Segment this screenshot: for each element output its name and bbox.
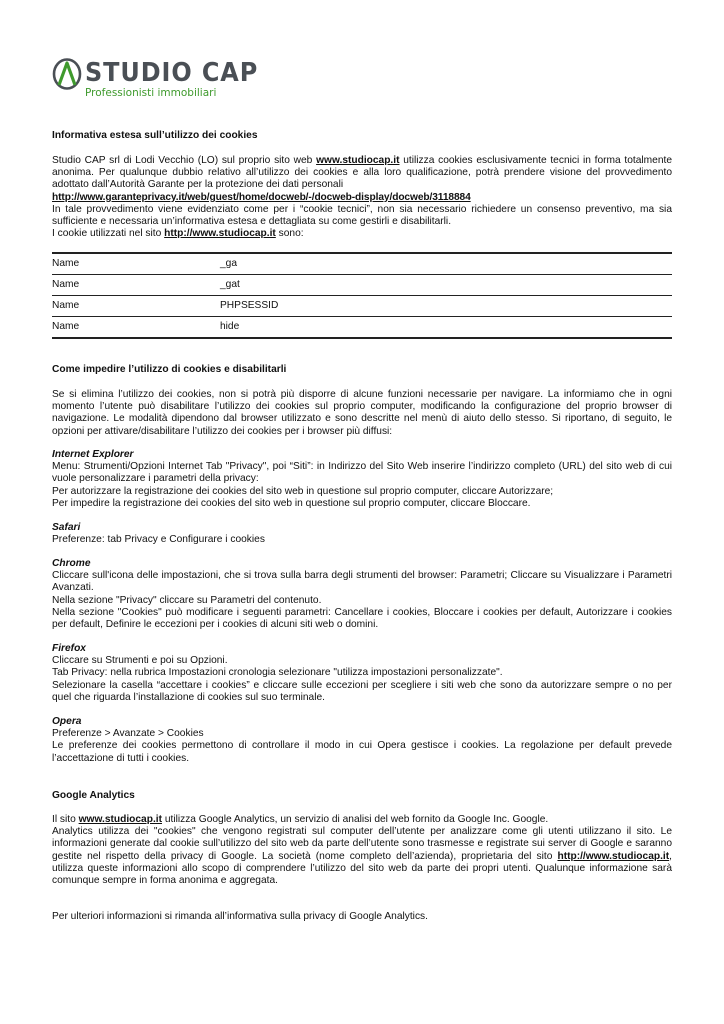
safari-title: Safari [52,522,81,533]
ie-menu-text: Menu: Strumenti/Opzioni Internet Tab "Privacy", poi “Siti”: in Indirizzo del Sito Web inserire l’indirizzo completo (URL) del sito web di cui vuole personalizzare i parametri della privacy: [52,461,672,485]
cookies-table [52,252,672,339]
cookie-label: Name [52,296,220,317]
ie-block-text: Per impedire la registrazione dei cookies del sito web in questione sul proprio computer, cliccare Bloccare. [52,497,531,509]
studiocap-link[interactable]: www.studiocap.it [316,155,400,166]
internet-explorer-section [52,449,672,510]
studiocap-link[interactable]: www.studiocap.it [78,814,162,825]
analytics-cookies-paragraph [52,826,672,887]
firefox-tools-text: Cliccare su Strumenti e poi su Opzioni. [52,655,228,667]
cookies-used-text-b: sono: [275,228,304,240]
analytics-cookies-text-a: Analytics utilizza dei "cookies" che vengono registrati sul computer dell’utente per analizzare come gli utenti utilizzano il sito. Le informazioni generate dal cookie sull’utilizzo del sito web da parte dell’utente sono trasmesse e registrate sui server di Google e saranno gestite nel rispetto della privacy di Google. La società (nome completo dell’azienda), proprietaria del sito [52,826,672,862]
opera-path-text: Preferenze > Avanzate > Cookies [52,728,204,740]
logo-tagline: Professionisti immobiliari [85,87,217,99]
safari-section [52,522,672,546]
disable-intro [52,389,672,438]
cookies-used-text-a: I cookie utilizzati nel sito [52,228,165,240]
cookie-label: Name [52,275,220,296]
opera-title: Opera [52,716,82,727]
analytics-text-a: Il sito [52,814,79,825]
table-row [52,317,672,339]
intro-section [52,155,672,240]
chrome-section [52,558,672,631]
cookie-value: _ga [220,253,672,275]
firefox-accept-text: Selezionare la casella “accettare i cookies” e cliccare sulle eccezioni per scegliere i siti web che sono da autorizzare sempre o no per quel che riguarda l’installazione di cookies sul suo terminale. [52,679,672,703]
cookie-value: _gat [220,275,672,296]
cookie-policy-heading: Informativa estesa sull’utilizzo dei cookies [52,130,258,141]
analytics-footer-note: Per ulteriori informazioni si rimanda all’informativa sulla privacy di Google Analytics. [52,911,428,922]
disable-cookies-heading: Come impedire l’utilizzo di cookies e disabilitarli [52,364,287,375]
internet-explorer-title: Internet Explorer [52,449,134,460]
safari-text: Preferenze: tab Privacy e Configurare i cookies [52,534,265,546]
table-row [52,253,672,275]
cookie-value: hide [220,317,672,339]
chrome-settings-text: Cliccare sull'icona delle impostazioni, che si trova sulla barra degli strumenti del browser: Parametri; Cliccare su Visualizzare i Parametri Avanzati. [52,570,672,594]
cookie-value: PHPSESSID [220,296,672,317]
cookies-used-paragraph [52,228,672,240]
firefox-section [52,643,672,704]
intro-text-b: utilizza cookies esclusivamente tecnici in forma totalmente anonima. Per qualunque dubbio relativo all’utilizzo dei cookies e alla loro qualificazione, potrà prendere visione del provvedimento adottato dall’Autorità Garante per la protezione dei dati personali [52,155,672,191]
studiocap-url-link[interactable]: http://www.studiocap.it [557,850,670,862]
cookie-label: Name [52,317,220,339]
table-row [52,275,672,296]
intro-text-a: Studio CAP srl di Lodi Vecchio (LO) sul proprio sito web [52,155,317,166]
google-analytics-heading: Google Analytics [52,790,135,801]
chrome-privacy-text: Nella sezione "Privacy" cliccare su Parametri del contenuto. [52,594,322,606]
cookie-label: Name [52,253,220,275]
chrome-title: Chrome [52,558,91,569]
firefox-title: Firefox [52,643,86,654]
garante-privacy-link[interactable]: http://www.garanteprivacy.it/web/guest/home/docweb/-/docweb-display/docweb/3118884 [52,191,471,203]
ie-authorize-text: Per autorizzare la registrazione dei cookies del sito web in questione sul proprio computer, cliccare Autorizzare; [52,485,554,497]
analytics-cookies-text-b: , utilizza queste informazioni allo scopo di comprendere l’utilizzo del sito web da parte dei propri utenti. Qualunque informazione sarà comunque sempre in forma anonima e aggregata. [52,850,672,887]
disable-intro-paragraph: Se si elimina l’utilizzo dei cookies, non si potrà più disporre di alcune funzioni necessarie per navigare. La informiamo che in ogni momento l’utente può disabilitare l’utilizzo dei cookies sul proprio computer, modificando la configurazione del proprio browser di navigazione. Le modalità dipendono dal browser utilizzato e sono descritte nel menù di aiuto dello stesso. Si riportano, di seguito, le opzioni per attivare/disabilitare l’utilizzo dei cookies per i browser più diffusi: [52,389,672,437]
technical-cookies-paragraph: In tale provvedimento viene evidenziato come per i “cookie tecnici”, non sia necessario richiedere un consenso preventivo, ma sia sufficiente e necessaria un’informativa estesa e dettagliata su come gestirli e disabilitarli. [52,203,672,228]
firefox-privacy-text: Tab Privacy: nella rubrica Impostazioni cronologia selezionare "utilizza impostazioni personalizzate". [52,667,503,679]
analytics-intro-paragraph [52,814,672,826]
opera-section [52,716,672,765]
analytics-text-b: utilizza Google Analytics, un servizio di analisi del web fornito da Google Inc. Google. [162,814,549,825]
logo-name: STUDIO CAP [85,58,259,88]
intro-paragraph [52,155,672,192]
table-row [52,296,672,317]
chrome-cookies-text: Nella sezione "Cookies" può modificare i seguenti parametri: Cancellare i cookies, Bloccare i cookies per default, Autorizzare i cookies per default, Definire le eccezioni per i cookies di alcuni siti web o domini. [52,606,672,631]
studiocap-url-link[interactable]: http://www.studiocap.it [164,228,276,240]
logo-mark-icon [52,58,82,90]
opera-preferences-text: Le preferenze dei cookies permettono di controllare il modo in cui Opera gestisce i cookies. La regolazione per default prevede l’accettazione di tutti i cookies. [52,740,672,764]
studio-cap-logo [52,58,272,104]
google-analytics-section [52,814,672,887]
